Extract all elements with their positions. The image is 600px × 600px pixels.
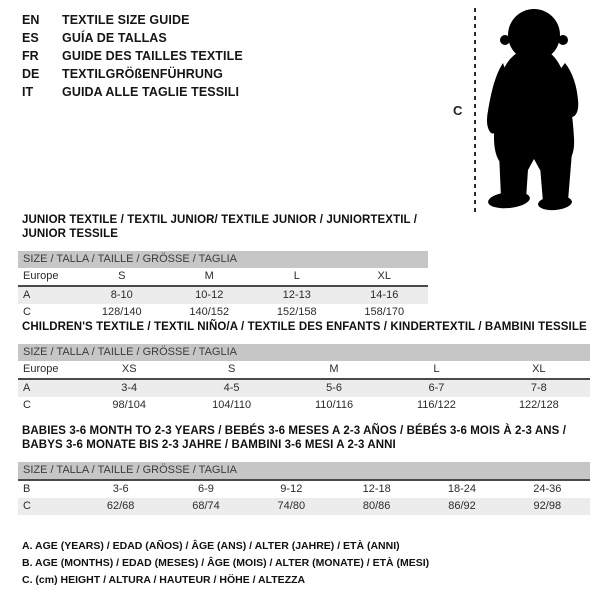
row-label: B [23, 483, 31, 495]
note-age-years: A. AGE (YEARS) / EDAD (AÑOS) / ÂGE (ANS) / ALTER (JAHRE) / ETÀ (ANNI) [22, 540, 400, 552]
section-junior-textile [18, 213, 428, 321]
size-cell: 14-16 [370, 289, 399, 301]
row-label: A [23, 382, 31, 394]
language-code: IT [22, 85, 34, 99]
size-cell: 8-10 [110, 289, 133, 301]
section-childrens-textile [18, 320, 590, 414]
size-cell: 86/92 [448, 500, 476, 512]
size-cell: 5-6 [326, 382, 342, 394]
language-title: GUÍA DE TALLAS [62, 31, 167, 45]
size-cell: S [227, 363, 236, 375]
language-row [22, 47, 243, 65]
language-row [22, 65, 243, 83]
size-cell: 158/170 [364, 306, 405, 318]
size-table [18, 481, 590, 515]
language-title: GUIDA ALLE TAGLIE TESSILI [62, 85, 240, 99]
size-table-header: SIZE / TALLA / TAILLE / GRÖSSE / TAGLIA [18, 462, 590, 481]
table-row-a [18, 380, 590, 397]
size-cell: 128/140 [101, 306, 142, 318]
table-row-europe [18, 268, 428, 287]
language-title: TEXTILE SIZE GUIDE [62, 13, 190, 27]
size-cell: XL [377, 270, 391, 282]
size-table-header: SIZE / TALLA / TAILLE / GRÖSSE / TAGLIA [18, 251, 428, 268]
size-cell: M [204, 270, 214, 282]
size-cell: S [118, 270, 126, 282]
baby-silhouette-icon [487, 7, 581, 211]
language-title-list [22, 11, 243, 101]
size-cell: 3-4 [121, 382, 138, 394]
size-cell: 4-5 [223, 382, 240, 394]
table-row-c [18, 498, 590, 515]
size-cell: L [293, 270, 300, 282]
size-cell: 140/152 [189, 306, 230, 318]
size-cell: 122/128 [518, 399, 559, 411]
size-cell: 152/158 [276, 306, 317, 318]
row-label: C [23, 500, 31, 512]
row-label: Europe [23, 270, 59, 282]
size-cell: 12-18 [362, 483, 391, 495]
language-title: TEXTILGRÖßENFÜHRUNG [62, 67, 223, 81]
section-heading: CHILDREN'S TEXTILE / TEXTIL NIÑO/A / TEXTILE DES ENFANTS / KINDERTEXTIL / BAMBINI TESSILE [22, 321, 587, 333]
size-cell: 80/86 [362, 500, 391, 512]
size-cell: 110/116 [314, 399, 354, 411]
size-cell: M [329, 363, 339, 375]
size-cell: XL [532, 363, 546, 375]
size-cell: 10-12 [195, 289, 224, 301]
size-cell: 104/110 [212, 399, 252, 411]
size-cell: 116/122 [416, 399, 456, 411]
table-row-c [18, 397, 590, 414]
language-row [22, 29, 243, 47]
size-cell: 24-36 [533, 483, 562, 495]
size-cell: XS [121, 363, 137, 375]
table-row-b [18, 481, 590, 498]
size-cell: 6-9 [198, 483, 214, 495]
row-label: C [23, 399, 31, 411]
note-age-months: B. AGE (MONTHS) / EDAD (MESES) / ÂGE (MOIS) / ALTER (MONATE) / ETÀ (MESI) [22, 557, 430, 569]
language-row [22, 11, 243, 29]
row-label: Europe [23, 363, 59, 375]
size-cell: 12-13 [282, 289, 311, 301]
table-row-a [18, 287, 428, 304]
section-heading: BABIES 3-6 MONTH TO 2-3 YEARS / BEBÉS 3-6 MESES A 2-3 AÑOS / BÉBÉS 3-6 MOIS À 2-3 ANS / BABYS 3-6 MONATE BIS 2-3 JAHRE / BAMBINI 3-6 MESI A 2-3 ANNI [22, 425, 566, 451]
size-cell: 7-8 [530, 382, 547, 394]
language-row [22, 83, 243, 101]
size-cell: 6-7 [428, 382, 445, 394]
size-cell: 98/104 [112, 399, 147, 411]
note-height-cm: C. (cm) HEIGHT / ALTURA / HAUTEUR / HÖHE / ALTEZZA [22, 574, 306, 586]
table-row-europe [18, 361, 590, 380]
measure-label-c: C [453, 103, 463, 118]
size-cell: 74/80 [277, 500, 306, 512]
language-code: FR [22, 49, 39, 63]
size-table-header: SIZE / TALLA / TAILLE / GRÖSSE / TAGLIA [18, 344, 590, 361]
row-label: C [23, 306, 31, 318]
size-cell: 68/74 [192, 500, 220, 512]
section-babies-textile [18, 424, 590, 515]
row-label: A [23, 289, 31, 301]
size-cell: 18-24 [447, 483, 477, 495]
height-measure-dashed-line [474, 8, 476, 212]
size-cell: 3-6 [112, 483, 129, 495]
size-cell: 9-12 [280, 483, 303, 495]
language-code: ES [22, 31, 39, 45]
language-title: GUIDE DES TAILLES TEXTILE [62, 49, 243, 63]
language-code: DE [22, 67, 40, 81]
size-cell: L [433, 363, 440, 375]
language-code: EN [22, 13, 40, 27]
size-table [18, 361, 590, 414]
size-table [18, 268, 428, 321]
measurement-legend [22, 538, 429, 589]
size-cell: 92/98 [533, 500, 562, 512]
size-cell: 62/68 [106, 500, 135, 512]
table-row-c [18, 304, 428, 321]
section-heading: JUNIOR TEXTILE / TEXTIL JUNIOR/ TEXTILE JUNIOR / JUNIORTEXTIL / JUNIOR TESSILE [22, 214, 418, 240]
